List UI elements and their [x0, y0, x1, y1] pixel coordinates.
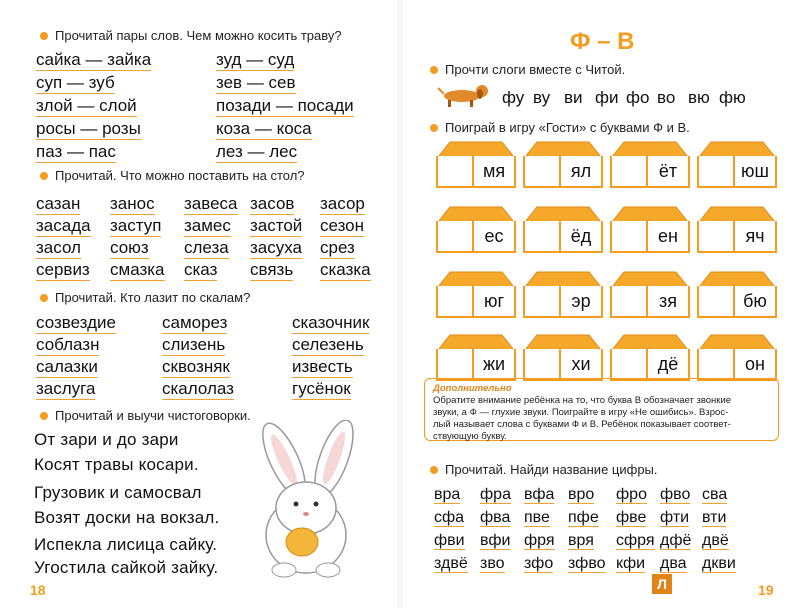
grid-syllable: вра	[434, 486, 461, 503]
word: смазка	[110, 260, 165, 279]
grid-syllable: фра	[480, 486, 511, 503]
word-pair: позади — посади	[216, 96, 354, 115]
bullet-icon	[40, 412, 48, 420]
grid-syllable: двё	[702, 532, 729, 549]
word: застой	[250, 216, 303, 235]
rhyme-line: От зари и до зари	[34, 430, 179, 449]
word: срез	[320, 238, 355, 257]
task-1	[40, 28, 342, 43]
house-card	[523, 140, 603, 190]
word-pair: паз — пас	[36, 142, 116, 161]
word: салазки	[36, 357, 98, 376]
rhyme-line: Возят доски на вокзал.	[34, 508, 220, 527]
task-digits	[430, 462, 658, 477]
word-pair: сайка — зайка	[36, 50, 152, 69]
task-4-text: Прочитай и выучи чистоговорки.	[55, 408, 251, 423]
house-label: яч	[745, 225, 765, 246]
house-card	[697, 270, 777, 320]
house-label: ен	[658, 225, 678, 246]
house-body	[523, 286, 603, 318]
word: селезень	[292, 335, 364, 354]
house-window	[612, 286, 648, 316]
syllable: вю	[688, 88, 710, 107]
syllable: ви	[564, 88, 583, 107]
word: сервиз	[36, 260, 90, 279]
house-window	[525, 221, 561, 251]
bullet-icon	[40, 172, 48, 180]
word: заступ	[110, 216, 162, 235]
house-card	[610, 140, 690, 190]
word: скалолаз	[162, 379, 234, 398]
syllable: фи	[595, 88, 619, 107]
house-window	[699, 156, 735, 186]
house-window	[612, 221, 648, 251]
house-card	[436, 333, 516, 383]
house-window	[438, 156, 474, 186]
house-body	[697, 349, 777, 381]
house-body	[436, 156, 516, 188]
task-houses-text: Поиграй в игру «Гости» с буквами Ф и В.	[445, 120, 690, 135]
house-body	[436, 221, 516, 253]
bullet-icon	[430, 466, 438, 474]
grid-syllable: фря	[524, 532, 555, 549]
house-label: дё	[657, 353, 679, 374]
grid-syllable: дфё	[660, 532, 692, 549]
grid-syllable: кфи	[616, 555, 646, 572]
word-pair: зев — сев	[216, 73, 296, 92]
grid-syllable: сва	[702, 486, 728, 503]
word-pair: суп — зуб	[36, 73, 115, 92]
grid-syllable: фро	[616, 486, 647, 503]
note-line: звуки, а Ф — глухие звуки. Поиграйте в игру «Не ошибись». Взрос-	[433, 407, 729, 418]
task-1-text: Прочитай пары слов. Чем можно косить траву?	[55, 28, 342, 43]
house-label: эр	[571, 290, 591, 311]
rhyme-line: Угостила сайкой зайку.	[34, 558, 219, 577]
word: слеза	[184, 238, 229, 257]
word: засор	[320, 194, 365, 213]
house-body	[697, 221, 777, 253]
house-card	[610, 270, 690, 320]
house-body	[697, 156, 777, 188]
word: засов	[250, 194, 295, 213]
grid-syllable: вфа	[524, 486, 555, 503]
house-window	[438, 349, 474, 379]
house-card	[610, 333, 690, 383]
house-card	[697, 140, 777, 190]
word: сказка	[320, 260, 371, 279]
note-line: Обратите внимание ребёнка на то, что буква В обозначает звонкие	[433, 395, 732, 406]
house-label: ёт	[658, 160, 678, 181]
house-window	[525, 286, 561, 316]
house-window	[699, 221, 735, 251]
house-label: он	[745, 353, 765, 374]
house-window	[525, 349, 561, 379]
task-2-text: Прочитай. Что можно поставить на стол?	[55, 168, 305, 183]
house-label: бю	[743, 290, 767, 311]
word: занос	[110, 194, 155, 213]
right-page	[400, 0, 800, 608]
word: известь	[292, 357, 353, 376]
grid-syllable: зфво	[568, 555, 606, 572]
house-body	[523, 156, 603, 188]
grid-syllable: вфи	[480, 532, 511, 549]
grid-syllable: фви	[434, 532, 465, 549]
house-card	[436, 270, 516, 320]
grid-syllable: фво	[660, 486, 691, 503]
word: сказ	[184, 260, 218, 279]
word-pair: росы — розы	[36, 119, 141, 138]
word: саморез	[162, 313, 228, 332]
house-label: юг	[483, 290, 505, 311]
house-body	[523, 349, 603, 381]
word: заслуга	[36, 379, 96, 398]
word: созвездие	[36, 313, 116, 332]
house-label: хи	[571, 353, 591, 374]
word: союз	[110, 238, 149, 257]
house-card	[610, 205, 690, 255]
task-syllables	[430, 62, 625, 77]
syllable: во	[657, 88, 676, 107]
grid-syllable: фва	[480, 509, 511, 526]
grid-syllable: дкви	[702, 555, 736, 572]
dog-icon	[436, 80, 492, 108]
word: завеса	[184, 194, 238, 213]
syllable: фу	[502, 88, 525, 107]
house-body	[436, 286, 516, 318]
house-body	[436, 349, 516, 381]
grid-syllable: сфа	[434, 509, 465, 526]
word: замес	[184, 216, 231, 235]
house-window	[612, 349, 648, 379]
syllable: фю	[719, 88, 746, 107]
house-label: жи	[482, 353, 506, 374]
grid-syllable: фти	[660, 509, 690, 526]
bullet-icon	[40, 294, 48, 302]
word: сквозняк	[162, 357, 230, 376]
grid-syllable: пве	[524, 509, 550, 526]
note-line: лый называет слова с буквами Ф и В. Ребёнок показывает соответ-	[433, 419, 731, 430]
page-number: 18	[30, 582, 46, 598]
bullet-icon	[430, 124, 438, 132]
word: связь	[250, 260, 294, 279]
house-window	[438, 221, 474, 251]
word: сезон	[320, 216, 365, 235]
house-card	[697, 205, 777, 255]
house-body	[610, 286, 690, 318]
house-body	[523, 221, 603, 253]
rhyme-line: Косят травы косари.	[34, 455, 199, 474]
house-window	[438, 286, 474, 316]
house-card	[436, 140, 516, 190]
bunny-illustration	[244, 420, 374, 580]
word-pair: коза — коса	[216, 119, 312, 138]
task-3	[40, 290, 250, 305]
rhyme-line: Грузовик и самосвал	[34, 483, 202, 502]
page-number: 19	[758, 582, 774, 598]
word: соблазн	[36, 335, 100, 354]
page-title: Ф – В	[570, 28, 635, 55]
publisher-logo: Л	[652, 574, 672, 594]
task-houses	[430, 120, 690, 135]
grid-syllable: фве	[616, 509, 647, 526]
house-label: юш	[741, 160, 769, 181]
grid-syllable: пфе	[568, 509, 599, 526]
bullet-icon	[430, 66, 438, 74]
grid-syllable: вря	[568, 532, 594, 549]
task-3-text: Прочитай. Кто лазит по скалам?	[55, 290, 251, 305]
word-pair: лез — лес	[216, 142, 298, 161]
house-window	[525, 156, 561, 186]
grid-syllable: вро	[568, 486, 595, 503]
word: сазан	[36, 194, 81, 213]
grid-syllable: здвё	[434, 555, 468, 572]
grid-syllable: два	[660, 555, 687, 572]
grid-syllable: сфря	[616, 532, 655, 549]
house-body	[610, 221, 690, 253]
word: слизень	[162, 335, 226, 354]
task-4	[40, 408, 251, 423]
word-pair: злой — слой	[36, 96, 137, 115]
house-body	[610, 349, 690, 381]
word: засуха	[250, 238, 303, 257]
house-body	[610, 156, 690, 188]
word: засада	[36, 216, 91, 235]
word: гусёнок	[292, 379, 351, 398]
task-2	[40, 168, 305, 183]
bullet-icon	[40, 32, 48, 40]
house-label: ес	[484, 225, 504, 246]
house-label: ял	[570, 160, 592, 181]
word: засол	[36, 238, 81, 257]
rhyme-line: Испекла лисица сайку.	[34, 535, 218, 554]
house-label: ёд	[570, 225, 592, 246]
note-box	[424, 378, 779, 441]
syllable: фо	[626, 88, 650, 107]
house-card	[523, 270, 603, 320]
house-body	[697, 286, 777, 318]
house-label: мя	[482, 160, 506, 181]
syllable: ву	[533, 88, 551, 107]
grid-syllable: зфо	[524, 555, 554, 572]
house-card	[436, 205, 516, 255]
word: сказочник	[292, 313, 370, 332]
house-card	[523, 333, 603, 383]
note-line: ствующую букву.	[433, 431, 507, 442]
house-card	[523, 205, 603, 255]
house-window	[699, 286, 735, 316]
task-digits-text: Прочитай. Найди название цифры.	[445, 462, 658, 477]
house-label: зя	[659, 290, 677, 311]
word-pair: зуд — суд	[216, 50, 295, 69]
note-title: Дополнительно	[433, 383, 512, 394]
grid-syllable: вти	[702, 509, 727, 526]
house-window	[699, 349, 735, 379]
grid-syllable: зво	[480, 555, 505, 572]
task-syllables-text: Прочти слоги вместе с Читой.	[445, 62, 626, 77]
house-card	[697, 333, 777, 383]
house-window	[612, 156, 648, 186]
